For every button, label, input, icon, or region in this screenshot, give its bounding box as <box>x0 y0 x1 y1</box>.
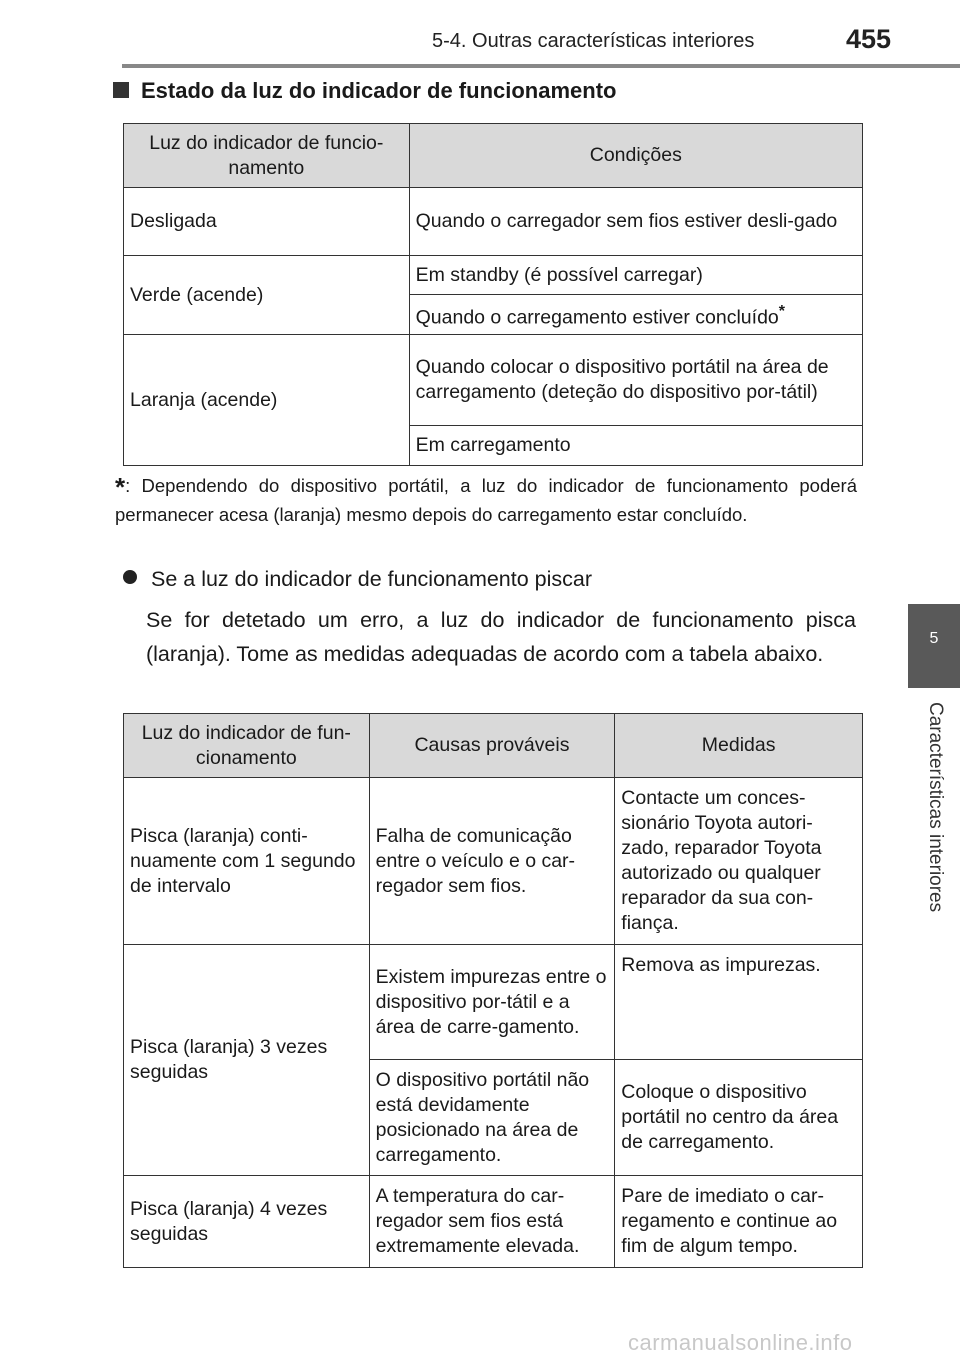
cause-cell: Falha de comunicação entre o veículo e o car-regador sem fios. <box>369 778 615 945</box>
condition-cell <box>409 295 862 335</box>
column-header-conditions: Condições <box>409 124 862 188</box>
indicator-cell: Verde (acende) <box>124 256 410 335</box>
indicator-cell: Laranja (acende) <box>124 335 410 466</box>
indicator-cell: Desligada <box>124 188 410 256</box>
condition-text: Quando o carregamento estiver concluído <box>415 306 779 329</box>
chapter-tab <box>908 604 960 688</box>
table-row <box>124 778 863 945</box>
blinking-indicator-table <box>123 713 863 1268</box>
table-row <box>124 945 863 1060</box>
section-heading-text: Estado da luz do indicador de funcionamento <box>141 78 617 103</box>
table-header-row <box>124 714 863 778</box>
column-header-measures: Medidas <box>615 714 863 778</box>
condition-cell: Quando colocar o dispositivo portátil na área de carregamento (deteção do dispositivo por-tátil) <box>409 335 862 426</box>
column-header-causes: Causas prováveis <box>369 714 615 778</box>
section-heading <box>113 78 616 104</box>
table-row <box>124 335 863 426</box>
cause-cell: Existem impurezas entre o dispositivo por-tátil e a área de carre-gamento. <box>369 945 615 1060</box>
header-divider <box>122 64 960 68</box>
cause-cell: A temperatura do car-regador sem fios está extremamente elevada. <box>369 1176 615 1268</box>
indicator-cell: Pisca (laranja) conti-nuamente com 1 segundo de intervalo <box>124 778 370 945</box>
square-bullet-icon <box>113 82 129 98</box>
chapter-number: 5 <box>929 630 939 647</box>
condition-cell: Quando o carregador sem fios estiver desli-gado <box>409 188 862 256</box>
bullet-heading <box>123 567 592 592</box>
table-row <box>124 1176 863 1268</box>
chapter-label: Características interiores <box>925 702 946 913</box>
measure-cell: Contacte um conces-sionário Toyota autori-zado, reparador Toyota autorizado ou qualquer reparador da sua con-fiança. <box>615 778 863 945</box>
bullet-dot-icon <box>123 570 137 584</box>
asterisk-marker: * <box>778 302 785 320</box>
footnote <box>115 472 857 528</box>
instruction-paragraph: Se for detetado um erro, a luz do indicador de funcionamento pisca (laranja). Tome as medidas adequadas de acordo com a tabela abaixo. <box>146 608 856 666</box>
measure-cell: Remova as impurezas. <box>615 945 863 1060</box>
table-row <box>124 188 863 256</box>
condition-cell: Em standby (é possível carregar) <box>409 256 862 295</box>
footnote-marker: * <box>115 472 126 502</box>
bullet-heading-text: Se a luz do indicador de funcionamento piscar <box>151 567 593 591</box>
indicator-cell: Pisca (laranja) 4 vezes seguidas <box>124 1176 370 1268</box>
header-section-title: 5-4. Outras características interiores <box>432 30 755 52</box>
footnote-text: : Dependendo do dispositivo portátil, a luz do indicador de funcionamento poderá permanecer acesa (laranja) mesmo depois do carregamento estar concluído. <box>115 475 857 525</box>
column-header-indicator: Luz do indicador de funcio-namento <box>124 124 410 188</box>
cause-cell: O dispositivo portátil não está devidamente posicionado na área de carregamento. <box>369 1060 615 1176</box>
indicator-cell: Pisca (laranja) 3 vezes seguidas <box>124 945 370 1176</box>
condition-cell: Em carregamento <box>409 426 862 466</box>
measure-cell: Pare de imediato o car-regamento e continue ao fim de algum tempo. <box>615 1176 863 1268</box>
indicator-status-table <box>123 123 863 466</box>
column-header-indicator: Luz do indicador de fun-cionamento <box>124 714 370 778</box>
page-number: 455 <box>846 24 892 54</box>
measure-cell: Coloque o dispositivo portátil no centro da área de carregamento. <box>615 1060 863 1176</box>
watermark: carmanualsonline.info <box>628 1330 853 1355</box>
table-row <box>124 256 863 295</box>
table-header-row <box>124 124 863 188</box>
